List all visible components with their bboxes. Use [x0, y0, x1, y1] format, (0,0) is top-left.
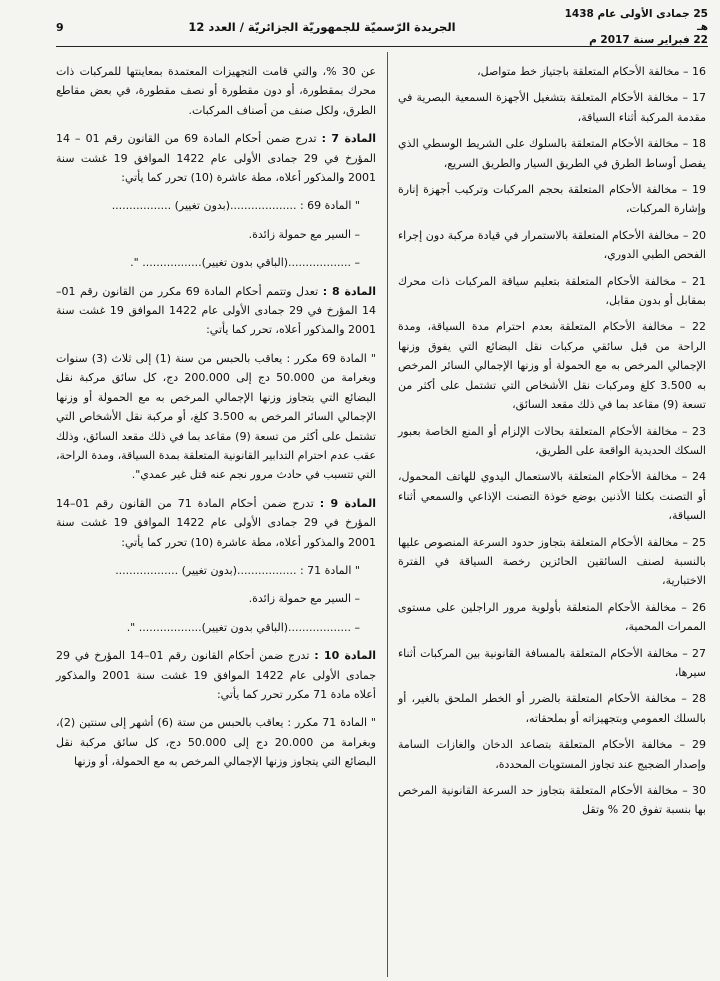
left-column — [56, 62, 376, 781]
article-8-text: تعدل وتتمم أحكام المادة 69 مكرر من القانون رقم 01– 14 المؤرخ في 29 جمادى الأولى عام 1422 الموافق 19 غشت سنة 2001 والمذكور أعلاه، تحرر كما يأتي: — [56, 284, 376, 337]
list-item: 25 – مخالفة الأحكام المتعلقة بتجاوز حدود السرعة المنصوص عليها بالنسبة لصنف السائقين الحائزين رخصة السياقة في الفترة الاختبارية، — [398, 535, 706, 588]
article-10 — [56, 646, 376, 704]
article-8-quote: " المادة 69 مكرر : يعاقب بالحبس من سنة (1) إلى ثلاث (3) سنوات وبغرامة من 50.000 دج إلى 200.000 دج، كل سائق مركبة نقل البضائع التي يتجاوز وزنها الإجمالي المرخص به مع الحمولة أو وزنها الإجمالي السائر المرخص به 3.500 كلغ، أو مركبة نقل الأشخاص التي تشتمل على أكثر من تسعة (9) مقاعد بما في ذلك مقعد السائق، وذلك عقب عدم احترام التدابير القانونية المتعلقة بمدة السياقة، ومدة الراحة، التي تتسبب في حادث مرور نجم عنه قتل غير عمدي". — [56, 351, 376, 482]
article-9-text: تدرج ضمن أحكام المادة 71 من القانون رقم 01–14 المؤرخ في 29 جمادى الأولى عام 1422 الموافق 19 غشت سنة 2001 والمذكور أعلاه، مطة عاشرة (10) تحرر كما يأتي: — [56, 496, 376, 549]
list-item: 29 – مخالفة الأحكام المتعلقة بتصاعد الدخان والغازات السامة وإصدار الضجيج عند تجاوز المستويات المحددة، — [398, 738, 706, 771]
list-item: 17 – مخالفة الأحكام المتعلقة بتشغيل الأجهزة السمعية البصرية في مقدمة المركبة أثناء السياقة، — [398, 91, 706, 124]
list-item: 30 – مخالفة الأحكام المتعلقة بتجاوز حد السرعة القانونية المرخص بها بنسبة تفوق 20 % وتقل — [398, 784, 706, 817]
list-item: 23 – مخالفة الأحكام المتعلقة بحالات الإلزام أو المنع الخاصة بعبور السكك الحديدية الواقعة على الطريق، — [398, 424, 706, 457]
article-10-label: المادة 10 : — [314, 649, 377, 663]
date-hijri: 25 جمادى الأولى عام 1438 هـ — [564, 7, 708, 33]
article-10-text: تدرج ضمن أحكام القانون رقم 01–14 المؤرخ في 29 جمادى الأولى عام 1422 الموافق 19 غشت سنة 2001 والمذكور أعلاه مادة 71 مكرر تحرر كما يأتي: — [56, 649, 376, 701]
date-gregorian: 22 فبراير سنة 2017 م — [589, 33, 708, 46]
article-10-quote: " المادة 71 مكرر : يعاقب بالحبس من ستة (6) أشهر إلى سنتين (2)، وبغرامة من 20.000 دج إلى 50.000 دج، كل سائق مركبة نقل البضائع التي يتجاوز وزنها الإجمالي المرخص به مع الحمولة، أو وزنها — [56, 716, 376, 769]
list-item: 28 – مخالفة الأحكام المتعلقة بالضرر أو الخطر الملحق بالغير، أو بالسلك العمومي وبتجهيزاته أو بملحقاته، — [398, 692, 706, 725]
list-item: 18 – مخالفة الأحكام المتعلقة بالسلوك على الشريط الوسطي الذي يفصل أوساط الطرق في الطريق السيار والطريق السريع، — [398, 137, 706, 170]
list-item: 24 – مخالفة الأحكام المتعلقة بالاستعمال اليدوي للهاتف المحمول، أو التصنت بكلتا الأذنين بوضع خوذة التصنت الإذاعي والسمعي أثناء السياقة، — [398, 470, 706, 523]
gazette-title: الجريدة الرّسميّة للجمهوريّة الجزائريّة / العدد 12 — [188, 20, 456, 34]
list-item: 19 – مخالفة الأحكام المتعلقة بحجم المركبات وتركيب أجهزة إنارة وإشارة المركبات، — [398, 183, 706, 216]
article-7 — [56, 129, 376, 187]
article-9 — [56, 494, 376, 552]
page-header — [56, 7, 708, 46]
article-7-text: تدرج ضمن أحكام المادة 69 من القانون رقم 01 – 14 المؤرخ في 29 جمادى الأولى عام 1422 الموافق 19 غشت سنة 2001 والمذكور أعلاه، مطة عاشرة (10) تحرر كما يأتي: — [56, 132, 376, 185]
article-7-line-3: – ..................(الباقي بدون تغيير)................. ". — [130, 256, 360, 270]
page-number: 9 — [56, 20, 64, 34]
article-8-label: المادة 8 : — [322, 284, 377, 298]
list-item: 20 – مخالفة الأحكام المتعلقة بالاستمرار في قيادة مركبة دون إجراء الفحص الطبي الدوري، — [398, 228, 706, 262]
article-9-label: المادة 9 : — [319, 496, 377, 510]
article-9-line-1: " المادة 71 : .................(بدون تغيير) .................. — [115, 563, 360, 577]
list-item: 21 – مخالفة الأحكام المتعلقة بتعليم سياقة المركبات ذات محرك بمقابل أو بدون مقابل، — [398, 274, 706, 308]
article-9-line-3: – ..................(الباقي بدون تغيير).................. ". — [126, 620, 360, 634]
issue-date — [558, 8, 708, 47]
list-item: 16 – مخالفة الأحكام المتعلقة باجتياز خط متواصل، — [477, 65, 706, 78]
article-8 — [56, 282, 376, 340]
article-7-label: المادة 7 : — [321, 132, 377, 146]
right-column — [398, 62, 706, 827]
article-9-line-2: – السير مع حمولة زائدة. — [248, 592, 360, 606]
article-7-line-1: " المادة 69 : ...................(بدون تغيير) ................. — [111, 199, 360, 213]
header-divider — [56, 46, 708, 47]
continuation-paragraph: عن 30 %، والتي قامت التجهيزات المعتمدة بمعاينتها للمركبات ذات محرك بمقطورة، أو دون مقطورة أو نصف مقطورة، في بعض مقاطع الطرق، ولكل صنف من أصناف المركبات. — [56, 65, 376, 117]
list-item: 27 – مخالفة الأحكام المتعلقة بالمسافة القانونية بين المركبات أثناء سيرها، — [398, 646, 706, 679]
article-7-line-2: – السير مع حمولة زائدة. — [248, 227, 360, 241]
list-item: 22 – مخالفة الأحكام المتعلقة بعدم احترام مدة السياقة، ومدة الراحة من قبل سائقي مركبات نقل البضائع التي يفوق وزنها الإجمالي المرخص به مع الحمولة أو وزنها الإجمالي السائر المرخص به 3.500 كلغ ومركبات نقل الأشخاص التي تشتمل على أكثر من تسعة (9) مقاعد بما في ذلك مقعد السائق، — [398, 320, 706, 412]
column-divider — [387, 52, 388, 977]
list-item: 26 – مخالفة الأحكام المتعلقة بأولوية مرور الراجلين على مستوى الممرات المحمية، — [398, 600, 706, 634]
